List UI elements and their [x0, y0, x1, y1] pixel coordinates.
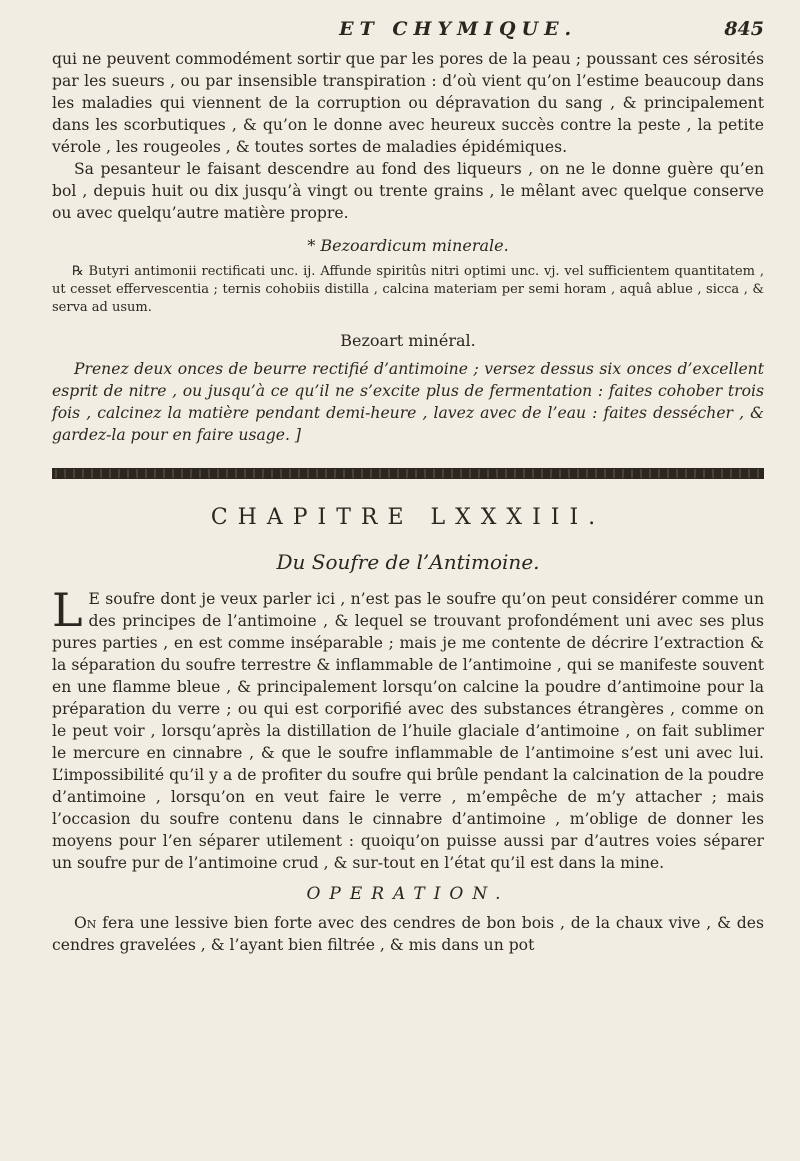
recipe-latin-text: ℞ Butyri antimonii rectificati unc. ij. Affunde spiritûs nitri optimi unc. vj. vel sufficientem quantitatem , ut cesset effervescentia ; ternis cohobiis distilla , calcina materiam per semi horam , aquâ ablue , sicca , & serva ad usum. [52, 264, 764, 315]
operation-heading: OPERATION. [306, 884, 510, 904]
drop-cap: L [52, 583, 83, 637]
paragraph-1: qui ne peuvent commodément sortir que par les pores de la peau ; poussant ces sérosités par les sueurs , ou par insensible transpiration : d’où vient qu’on l’estime beaucoup dans les maladies qui viennent de la corruption ou dépravation du sang , & principalement dans les scorbutiques , & qu’on le donne avec heureux succès contre la peste , la petite vérole , les rougeoles , & toutes sortes de maladies épidémiques. [52, 50, 764, 156]
recipe-french-text: Prenez deux onces de beurre rectifié d’antimoine ; versez dessus six onces d’excellent esprit de nitre , ou jusqu’à ce qu’il ne s’excite plus de fermentation : faites cohober trois fois , calcinez la matière pendant demi-heure , lavez avec de l’eau : faites dessécher , & gardez-la pour en faire usage. ] [52, 360, 764, 444]
page-number: 845 [724, 18, 764, 40]
recipe-french-title: Bezoart minéral. [340, 331, 476, 350]
book-page [52, 18, 764, 956]
chapter-paragraph [52, 583, 764, 874]
ornamental-rule [52, 468, 764, 479]
operation-paragraph-text: fera une lessive bien forte avec des cendres de bon bois , de la chaux vive , & des cendres gravelées , & l’ayant bien filtrée , & mis dans un pot [52, 914, 764, 954]
chapter-subtitle: Du Soufre de l’Antimoine. [276, 550, 540, 574]
chapter-paragraph-text: E soufre dont je veux parler ici , n’est pas le soufre qu’on peut considérer comme un des principes de l’antimoine , & lequel se trouvant profondément uni avec ses plus pures parties , en est comme inséparable ; mais je me contente de décrire l’extraction & la séparation du soufre terrestre & inflammable de l’antimoine , qui se manifeste souvent en une flamme bleue , & principalement lorsqu’on calcine la poudre d’antimoine pour la préparation du verre ; ou qui est corporifié avec des substances étrangères , comme on le peut voir , lorsqu’après la distillation de l’huile glaciale d’antimoine , on fait sublimer le mercure en cinnabre , & que le soufre inflammable de l’antimoine s’est uni avec lui. L’impossibilité qu’il y a de profiter du soufre qui brûle pendant la calcination de la poudre d’antimoine , lorsqu’on en veut faire le verre , m’empêche de m’y attacher ; mais l’occasion du soufre contenu dans le cinnabre d’antimoine , m’oblige de donner les moyens pour l’en séparer utilement : quoiqu’on puisse aussi par d’autres voies séparer un soufre pur de l’antimoine crud , & sur-tout en l’état qu’il est dans la mine. [52, 590, 764, 872]
operation-paragraph [52, 912, 764, 956]
chapter-title: CHAPITRE LXXXIII. [210, 505, 606, 530]
running-head-title: ET CHYMIQUE. [339, 18, 578, 40]
recipe-latin-title: * Bezoardicum minerale. [307, 236, 509, 255]
running-head [52, 18, 764, 48]
operation-lead-word: On [74, 914, 97, 932]
paragraph-2: Sa pesanteur le faisant descendre au fond des liqueurs , on ne le donne guère qu’en bol , depuis huit ou dix jusqu’à vingt ou trente grains , le mêlant avec quelque conserve ou avec quelqu’autre matière propre. [52, 160, 764, 222]
